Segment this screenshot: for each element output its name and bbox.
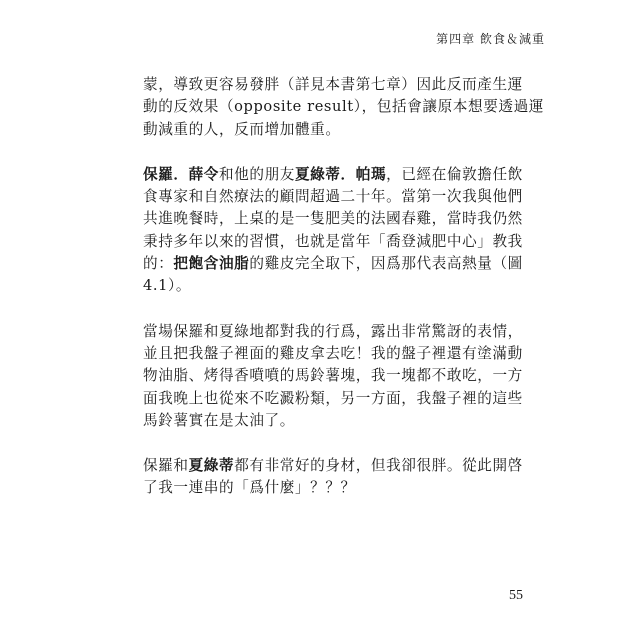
- text-line: [143, 455, 523, 477]
- text-line: [143, 321, 523, 343]
- text-segment: 的雞皮完全取下，因爲那代表高熱量（圖: [249, 255, 523, 273]
- text-line: [143, 186, 523, 208]
- text-segment: 共進晚餐時，上桌的是一隻肥美的法國春雞，當時我仍然: [143, 210, 523, 228]
- text-line: [143, 365, 523, 387]
- text-line: [143, 477, 495, 499]
- text-segment: 4.1）。: [143, 277, 192, 295]
- text-segment: 的：: [143, 255, 174, 273]
- text-line: [143, 96, 544, 118]
- bold-text: 夏綠蒂．帕瑪: [294, 165, 387, 183]
- text-line: [143, 208, 523, 230]
- text-segment: 和他的朋友: [218, 165, 295, 183]
- bold-text: 夏綠蒂: [188, 457, 235, 475]
- text-line: [143, 164, 523, 186]
- text-segment: 了我一連串的「爲什麼」？？？: [143, 479, 356, 497]
- text-segment: 蒙，導致更容易發胖（詳見本書第七章）因此反而產生運: [143, 76, 523, 93]
- text-line: [143, 119, 495, 141]
- text-segment: ，已經在倫敦擔任飲: [386, 165, 523, 183]
- text-segment: 物油脂、烤得香噴噴的馬鈴薯塊，我一塊都不敢吃，一方: [143, 367, 523, 385]
- text-line: [143, 74, 523, 96]
- text-segment: 保羅和: [143, 457, 189, 475]
- text-segment: 動減重的人，反而增加體重。: [143, 120, 341, 138]
- text-line: [143, 253, 523, 275]
- paragraph: [143, 321, 523, 432]
- text-segment: 並且把我盤子裡面的雞皮拿去吃！我的盤子裡還有塗滿動: [143, 344, 523, 362]
- text-segment: 都有非常好的身材，但我卻很胖。從此開啓: [234, 457, 523, 475]
- text-line: [143, 410, 495, 432]
- text-segment: 當場保羅和夏綠地都對我的行爲，露出非常驚訝的表情，: [143, 322, 523, 340]
- paragraph: [143, 455, 523, 500]
- paragraph: [143, 164, 523, 298]
- running-header: 第四章 飲食＆減重: [436, 32, 545, 46]
- page-number: 55: [509, 588, 523, 603]
- text-line: [143, 343, 523, 365]
- body-text: [143, 74, 544, 523]
- text-line: [143, 231, 523, 253]
- text-segment: 動的反效果（opposite result），包括會讓原本想要透過運: [143, 98, 544, 116]
- text-segment: 食專家和自然療法的顧問超過二十年。當第一次我與他們: [143, 188, 523, 206]
- bold-text: 把飽含油脂: [173, 255, 250, 273]
- text-segment: 面我晚上也從來不吃澱粉類，另一方面，我盤子裡的這些: [143, 389, 523, 407]
- text-segment: 馬鈴薯實在是太油了。: [143, 411, 295, 429]
- text-line: [143, 388, 523, 410]
- bold-text: 保羅．薛令: [143, 165, 219, 183]
- text-line: [143, 275, 495, 297]
- paragraph: [143, 74, 544, 141]
- text-segment: 秉持多年以來的習慣，也就是當年「喬登減肥中心」教我: [143, 232, 523, 250]
